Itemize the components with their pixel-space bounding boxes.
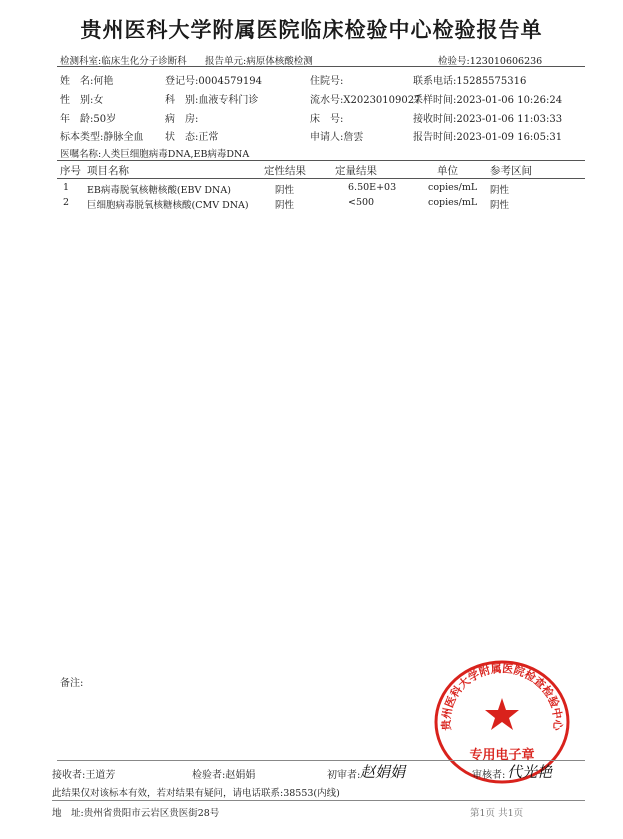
inpatient-no: 住院号: xyxy=(310,76,344,87)
dept-label: 检测科室:临床生化分子诊断科 xyxy=(60,56,187,67)
th-ref: 参考区间 xyxy=(490,165,532,177)
reviewer-signature: 赵娟娟 xyxy=(360,763,406,781)
ward: 病 房: xyxy=(165,114,199,125)
reviewer-label: 初审者: xyxy=(327,770,361,781)
row2-quant: <500 xyxy=(348,197,375,208)
receiver: 接收者:王道芳 xyxy=(52,770,116,781)
gender: 性 别:女 xyxy=(60,95,104,106)
check-no-label: 检验号:123010606236 xyxy=(438,56,543,67)
address: 地 址:贵州省贵阳市云岩区贵医街28号 xyxy=(52,808,220,819)
report-time: 报告时间:2023-01-09 16:05:31 xyxy=(413,132,563,143)
disclaimer-note: 此结果仅对该标本有效，若对结果有疑问，请电话联系:38553(内线) xyxy=(52,788,340,799)
divider-top xyxy=(57,66,585,67)
unit-label: 报告单元:病原体核酸检测 xyxy=(205,56,313,67)
receive-time: 接收时间:2023-01-06 11:03:33 xyxy=(413,114,563,125)
th-name: 项目名称 xyxy=(87,165,129,177)
row1-name: EB病毒脱氧核糖核酸(EBV DNA) xyxy=(87,185,231,196)
specimen-type: 标本类型:静脉全血 xyxy=(60,132,144,143)
th-no: 序号 xyxy=(60,165,81,177)
row2-no: 2 xyxy=(63,197,70,208)
star-icon xyxy=(485,698,519,730)
patient-name: 姓 名:何艳 xyxy=(60,76,114,87)
row1-ref: 阴性 xyxy=(490,185,510,196)
serial-no: 流水号:X20230109027 xyxy=(310,95,421,106)
row1-qual: 阴性 xyxy=(275,185,295,196)
row1-quant: 6.50E+03 xyxy=(348,182,397,193)
auditor-label: 审核者: xyxy=(472,770,506,781)
th-quant: 定量结果 xyxy=(335,165,377,177)
divider-footer xyxy=(57,760,585,761)
department: 科 别:血液专科门诊 xyxy=(165,95,259,106)
seal-center-text: 专用电子章 xyxy=(469,748,535,763)
page-indicator: 第1页 共1页 xyxy=(470,808,524,819)
reg-no: 登记号:0004579194 xyxy=(165,76,262,87)
row2-ref: 阴性 xyxy=(490,200,510,211)
tester: 检验者:赵娟娟 xyxy=(192,770,256,781)
seal-ring-text: 贵州医科大学附属医院检查检验中心 xyxy=(439,662,565,731)
row2-qual: 阴性 xyxy=(275,200,295,211)
row2-unit: copies/mL xyxy=(428,197,478,208)
age: 年 龄:50岁 xyxy=(60,114,117,125)
row2-name: 巨细胞病毒脱氧核糖核酸(CMV DNA) xyxy=(87,200,249,211)
bed: 床 号: xyxy=(310,114,344,125)
state: 状 态:正常 xyxy=(165,132,219,143)
th-unit: 单位 xyxy=(437,165,458,177)
row1-unit: copies/mL xyxy=(428,182,478,193)
auditor-signature: 代光艳 xyxy=(507,763,553,781)
remark-label: 备注: xyxy=(60,678,84,689)
divider-bottom xyxy=(52,800,585,801)
phone: 联系电话:15285575316 xyxy=(413,76,527,87)
divider-table-top xyxy=(57,160,585,161)
row1-no: 1 xyxy=(63,182,70,193)
order-names: 医嘱名称:人类巨细胞病毒DNA,EB病毒DNA xyxy=(60,149,250,160)
requester: 申请人:詹雲 xyxy=(310,132,364,143)
report-title: 贵州医科大学附属医院临床检验中心检验报告单 xyxy=(80,17,543,42)
th-qual: 定性结果 xyxy=(264,165,306,177)
collect-time: 采样时间:2023-01-06 10:26:24 xyxy=(413,95,563,106)
divider-table-header xyxy=(57,178,585,179)
